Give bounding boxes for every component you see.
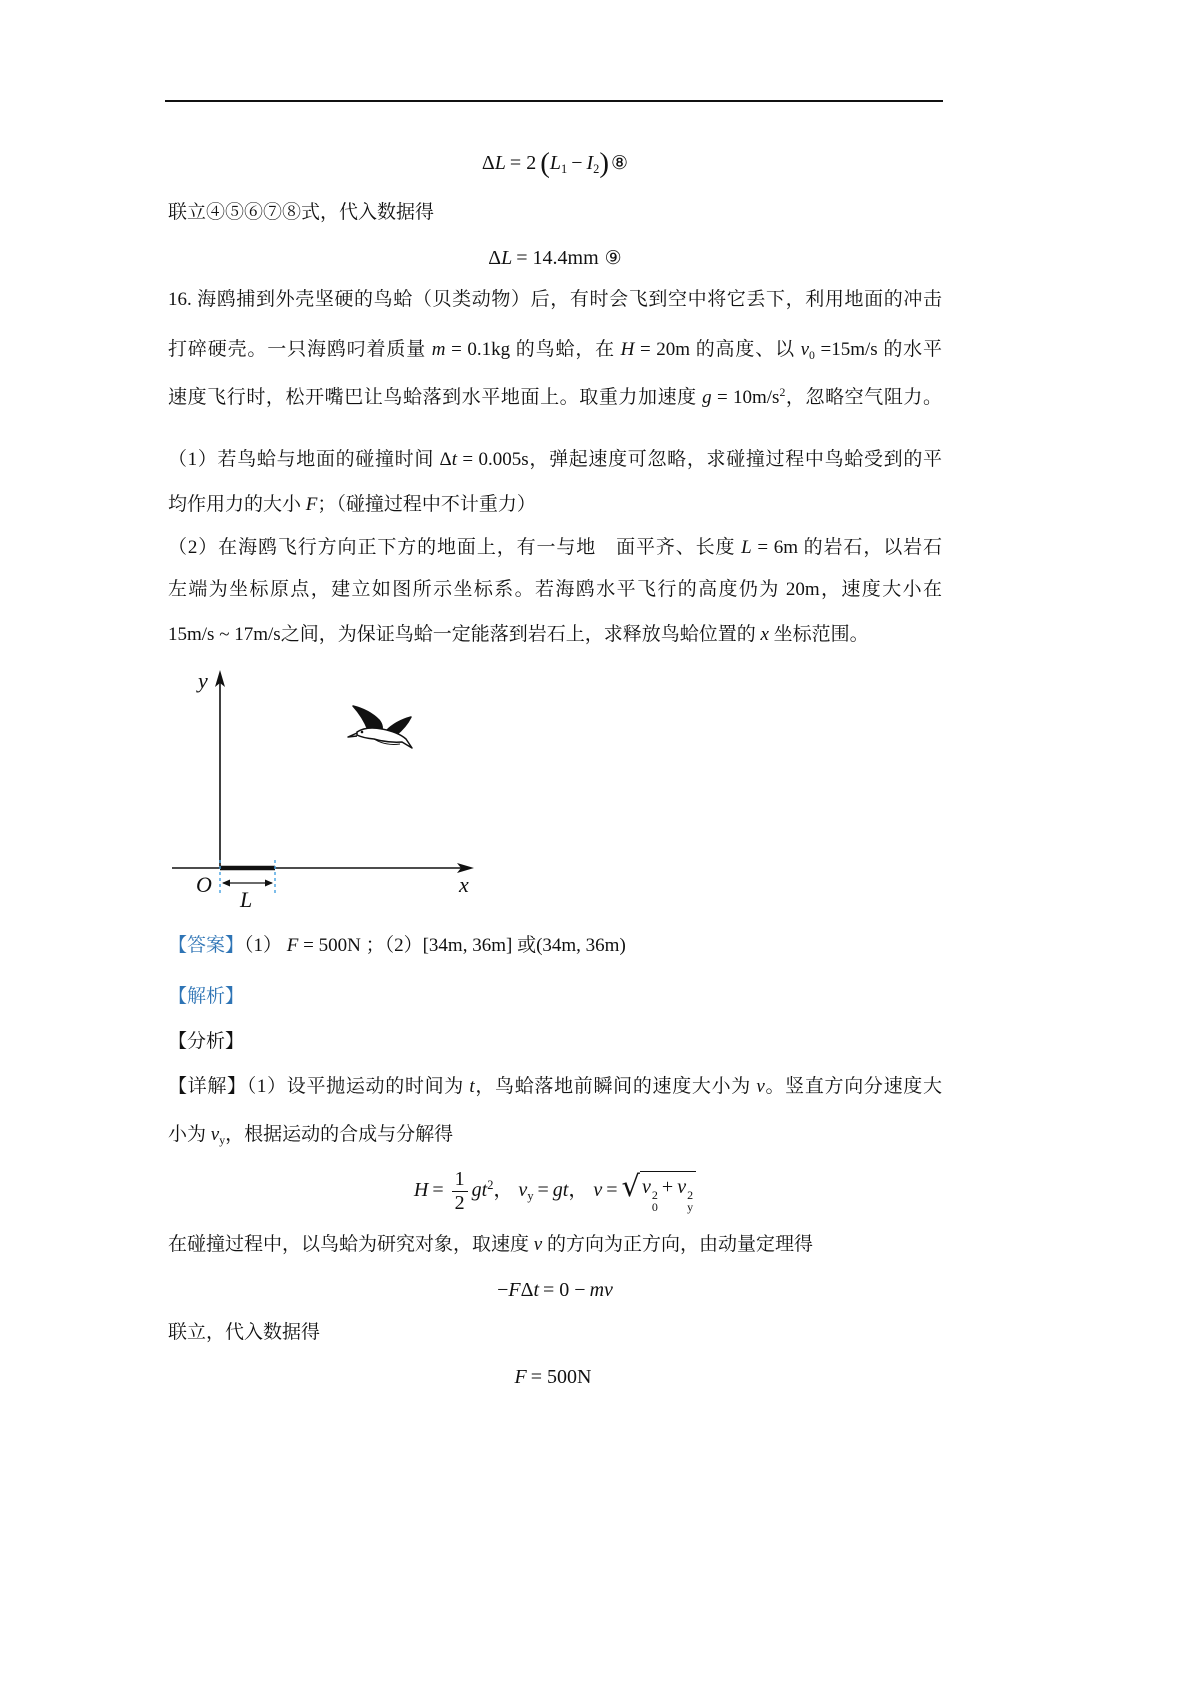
text-run: 的水平 [883, 339, 943, 360]
detail-line-3 [168, 1230, 942, 1260]
math-op: = [537, 1179, 549, 1201]
text-run: 之间，为保证鸟蛤一定能落到岩石上，求释放鸟蛤位置的 [280, 624, 756, 645]
math-superscript: 2 [651, 1187, 658, 1202]
sub-superscript [687, 1189, 693, 1214]
part2-line-2 [168, 575, 942, 605]
math-value: (34m, 36m) [536, 935, 626, 956]
text-run: 的鸟蛤，在 [515, 339, 616, 360]
text-run: 坐标范围。 [773, 624, 869, 645]
text-run: ；（2） [365, 935, 423, 956]
equation-number: ⑧ [611, 152, 629, 175]
math-subscript: y [687, 1200, 694, 1215]
math-value: =15m/s [820, 339, 878, 360]
text-run: ，根据运动的合成与分解得 [225, 1124, 454, 1145]
text-run: ，忽略空气阻力。 [785, 387, 943, 408]
fraction [452, 1168, 468, 1215]
radicand [640, 1171, 696, 1214]
math-superscript: 2 [687, 1187, 694, 1202]
radical-sign: √ [621, 1168, 641, 1203]
math-subscript: 2 [593, 162, 600, 177]
answer-line [168, 931, 942, 961]
math-var: v [518, 1179, 528, 1201]
text-run: 的岩石，以岩石 [803, 537, 943, 558]
answer-tag: 【答案】 [168, 935, 245, 956]
math-var: I [586, 152, 594, 175]
text-run: 小为 [168, 1124, 207, 1145]
math-op: = [606, 1179, 618, 1201]
math-var: v [677, 1176, 687, 1199]
math-var: m [589, 1279, 605, 1301]
left-paren: ( [540, 147, 550, 179]
math-op: = [432, 1179, 444, 1201]
text-run: 打碎硬壳。一只海鸥叼着质量 [168, 339, 427, 360]
math-subscript: 0 [651, 1200, 658, 1215]
math-superscript: 2 [779, 385, 786, 399]
math-var: H [413, 1179, 429, 1201]
text-run: 在碰撞过程中，以鸟蛤为研究对象，取速度 [168, 1234, 530, 1255]
math-op: − [497, 1279, 509, 1301]
text-run: （1）若鸟蛤与地面的碰撞时间 [168, 449, 435, 470]
length-arrow-right [265, 880, 273, 887]
part2-line-3 [168, 620, 942, 650]
math-var: v [604, 1279, 613, 1301]
math-var: t [469, 1076, 475, 1097]
question-line-1: 16. 海鸥捕到外壳坚硬的鸟蛤（贝类动物）后，有时会飞到空中将它丢下，利用地面的冲击 [168, 289, 942, 310]
math-value: = 14.4mm [516, 247, 599, 269]
origin-label: O [196, 872, 212, 897]
math-var: F [305, 494, 318, 515]
math-var: F [508, 1279, 521, 1301]
math-var: v [593, 1179, 603, 1201]
result-equation [168, 1362, 942, 1392]
math-subscript: 0 [809, 349, 815, 363]
question-line-2 [168, 335, 942, 365]
equation-9 [168, 243, 942, 273]
fraction-denominator: 2 [454, 1191, 465, 1214]
math-var: v [533, 1234, 543, 1255]
length-arrow-left [222, 880, 230, 887]
text-run: 左端为坐标原点，建立如图所示坐标系。若海鸥水平飞行的高度仍为 [168, 579, 780, 600]
separator: ， [568, 1179, 589, 1201]
fraction-numerator: 1 [452, 1168, 468, 1192]
coordinate-figure [160, 660, 490, 910]
part1-line-2 [168, 490, 942, 520]
part2-line-1 [168, 533, 942, 563]
math-var: F [286, 935, 299, 956]
math-var: H [620, 339, 635, 360]
math-value: = 0 − [543, 1279, 586, 1301]
math-subscript: y [527, 1189, 534, 1204]
math-superscript: 2 [487, 1177, 494, 1192]
text-run: 。竖直方向分速度大 [764, 1076, 942, 1097]
text-run: ；（碰撞过程中不计重力） [317, 494, 536, 515]
math-var: g [471, 1179, 482, 1201]
text-run: 或 [517, 935, 537, 956]
math-var: t [562, 1179, 569, 1201]
text-run: ，鸟蛤落地前瞬间的速度大小为 [474, 1076, 751, 1097]
math-var: m [431, 339, 446, 360]
math-var: L [549, 152, 561, 175]
math-var: t [533, 1279, 540, 1301]
math-op: + [661, 1176, 674, 1199]
math-var: F [514, 1366, 527, 1388]
math-var: t [451, 449, 457, 470]
detail-line-4: 联立，代入数据得 [168, 1322, 321, 1343]
math-value: = 10m/s [716, 387, 780, 408]
delta-symbol: Δ [520, 1279, 534, 1301]
length-label: L [240, 887, 253, 910]
math-var: v [642, 1176, 651, 1199]
math-value: [34m, 36m] [422, 935, 513, 956]
math-var: t [481, 1179, 488, 1201]
text-run: （2）在海鸥飞行方向正下方的地面上，有一与地 面平齐、长度 [168, 537, 736, 558]
x-axis-label: x [459, 872, 469, 897]
delta-symbol: Δ [481, 152, 495, 175]
equation-number: ⑨ [604, 247, 622, 269]
sub-superscript [652, 1189, 658, 1214]
text-run: ，弹起速度可忽略，求碰撞过程中鸟蛤受到的平 [528, 449, 942, 470]
delta-symbol: Δ [488, 247, 502, 269]
math-var: g [552, 1179, 563, 1201]
math-op: − [571, 152, 583, 175]
math-var: L [501, 247, 513, 269]
math-value: = 0.1kg [451, 339, 511, 360]
kinematics-equations [168, 1158, 942, 1222]
text-run: 【详解】（1）设平抛运动的时间为 [168, 1076, 464, 1097]
math-subscript: y [219, 1134, 226, 1148]
seagull-icon [348, 706, 412, 748]
equation-8 [168, 148, 942, 178]
math-value: = 500N [530, 1366, 592, 1388]
text-run: 的方向为正方向，由动量定理得 [546, 1234, 813, 1255]
delta-symbol: Δ [439, 449, 452, 470]
momentum-equation [168, 1275, 942, 1305]
math-var: g [702, 387, 712, 408]
math-value: 15m/s ~ 17m/s [168, 624, 281, 645]
text-run: 的高度、以 [695, 339, 795, 360]
text-run: ，速度大小在 [819, 579, 942, 600]
math-var: L [741, 537, 752, 558]
question-line-3 [168, 383, 942, 413]
text-run: 均作用力的大小 [168, 494, 302, 515]
math-value: = 500N [303, 935, 361, 956]
math-op: = 2 [509, 152, 537, 175]
header-rule [165, 100, 943, 102]
math-value: = 0.005s [462, 449, 529, 470]
math-var: L [494, 152, 506, 175]
math-var: v [800, 339, 810, 360]
combine-text: 联立④⑤⑥⑦⑧式，代入数据得 [168, 202, 435, 223]
right-paren: ) [599, 147, 610, 179]
math-var: v [210, 1124, 220, 1145]
math-var: x [760, 624, 769, 645]
separator: ， [493, 1179, 514, 1201]
part1-line-1 [168, 445, 942, 475]
text-run: （1） [244, 935, 283, 956]
detail-line-2 [168, 1120, 942, 1150]
y-axis-label: y [198, 668, 208, 693]
math-value: = 20m [639, 339, 691, 360]
text-run: 速度飞行时，松开嘴巴让鸟蛤落到水平地面上。取重力加速度 [168, 387, 697, 408]
math-subscript: 1 [561, 162, 568, 177]
math-var: v [756, 1076, 765, 1097]
detail-line-1 [168, 1072, 942, 1102]
math-value: 20m [785, 579, 820, 600]
fenxi-tag: 【分析】 [168, 1031, 245, 1052]
math-value: = 6m [757, 537, 798, 558]
analysis-tag: 【解析】 [168, 986, 245, 1007]
square-root [622, 1169, 697, 1214]
